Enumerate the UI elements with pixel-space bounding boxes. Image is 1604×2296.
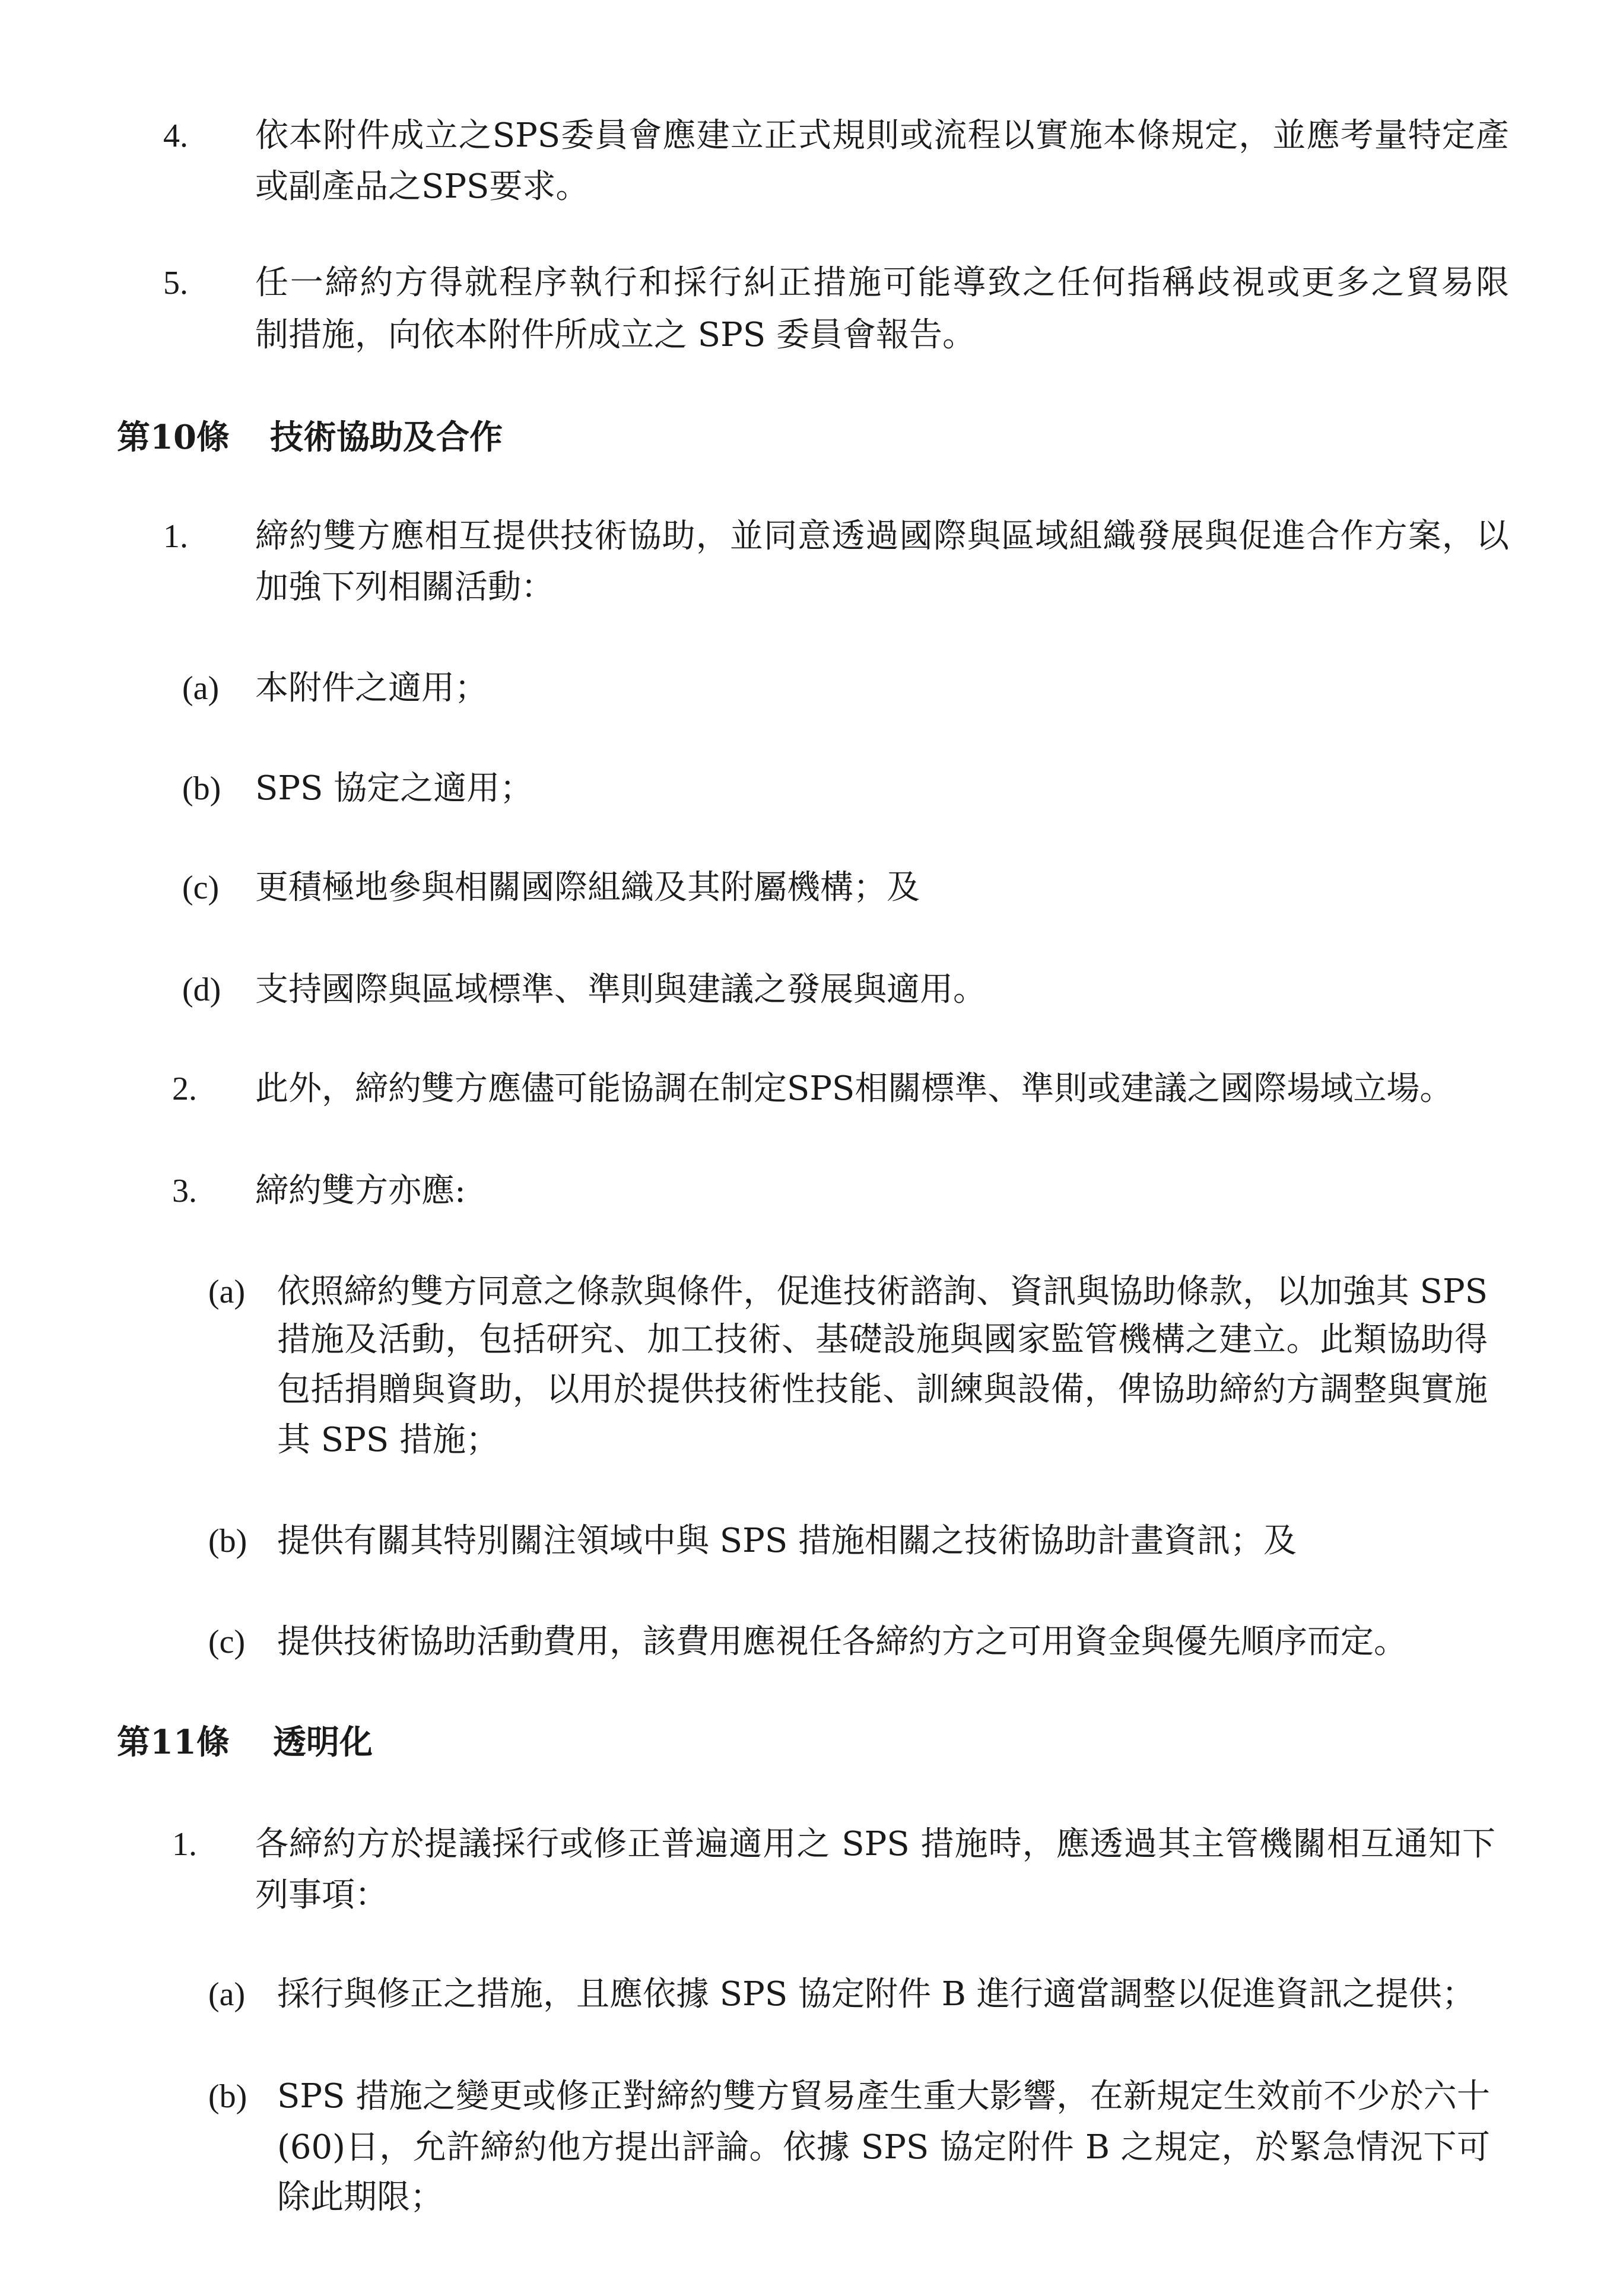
paragraph-line: 列事項： xyxy=(255,1876,388,1914)
sub-text: 支持國際與區域標準、準則與建議之發展與適用。 xyxy=(255,970,986,1009)
sub-label: (b) xyxy=(208,2078,247,2115)
paragraph-line: 依本附件成立之SPS委員會應建立正式規則或流程以實施本條規定，並應考量特定產 xyxy=(255,117,1509,155)
item-number: 2. xyxy=(172,1071,197,1107)
item-number: 3. xyxy=(172,1173,197,1209)
paragraph-line: 締約雙方亦應: xyxy=(255,1171,466,1210)
paragraph-line: 任一締約方得就程序執行和採行糾正措施可能導致之任何指稱歧視或更多之貿易限 xyxy=(255,264,1509,302)
sub-label: (c) xyxy=(208,1624,246,1660)
sub-text: 提供有關其特別關注領域中與 SPS 措施相關之技術協助計畫資訊；及 xyxy=(277,1522,1297,1560)
sub-text: 提供技術協助活動費用，該費用應視任各締約方之可用資金與優先順序而定。 xyxy=(277,1622,1407,1661)
sub-label: (c) xyxy=(182,869,220,906)
paragraph-line: 此外，締約雙方應儘可能協調在制定SPS相關標準、準則或建議之國際場域立場。 xyxy=(255,1069,1453,1108)
sub-text: 採行與修正之措施，且應依據 SPS 協定附件 B 進行適當調整以促進資訊之提供； xyxy=(277,1975,1475,2014)
item-number: 4. xyxy=(163,118,188,154)
item-number: 5. xyxy=(163,265,188,301)
sub-label: (b) xyxy=(182,770,221,807)
sub-label: (a) xyxy=(208,1274,246,1310)
sub-label: (a) xyxy=(182,670,220,707)
sub-label: (d) xyxy=(182,971,221,1008)
sub-text: SPS 協定之適用； xyxy=(255,769,533,808)
sub-text-line: 包括捐贈與資助，以用於提供技術性技能、訓練與設備，俾協助締約方調整與實施 xyxy=(277,1371,1488,1409)
sub-text-line: 除此期限； xyxy=(277,2178,443,2216)
article-number: 第11條 xyxy=(117,1723,230,1762)
sub-label: (b) xyxy=(208,1523,247,1560)
sub-text-line: 措施及活動，包括研究、加工技術、基礎設施與國家監管機構之建立。此類協助得 xyxy=(277,1321,1488,1359)
paragraph-line: 各締約方於提議採行或修正普遍適用之 SPS 措施時，應透過其主管機關相互通知下 xyxy=(255,1825,1495,1863)
article-title: 透明化 xyxy=(273,1723,373,1762)
article-title: 技術協助及合作 xyxy=(270,418,503,457)
item-number: 1. xyxy=(172,1826,197,1863)
paragraph-line: 制措施，向依本附件所成立之 SPS 委員會報告。 xyxy=(255,316,976,354)
paragraph-line: 締約雙方應相互提供技術協助，並同意透過國際與區域組織發展與促進合作方案，以 xyxy=(255,517,1509,555)
paragraph-line: 加強下列相關活動： xyxy=(255,568,554,606)
sub-text-line: 其 SPS 措施； xyxy=(277,1421,500,1459)
sub-text-line: 依照締約雙方同意之條款與條件，促進技術諮詢、資訊與協助條款，以加強其 SPS xyxy=(277,1273,1488,1311)
sub-text: 本附件之適用； xyxy=(255,669,488,707)
item-number: 1. xyxy=(163,518,188,555)
paragraph-line: 或副產品之SPS要求。 xyxy=(255,167,589,206)
sub-text-line: (60)日，允許締約他方提出評論。依據 SPS 協定附件 B 之規定，於緊急情況下可 xyxy=(277,2129,1490,2167)
sub-text: 更積極地參與相關國際組織及其附屬機構；及 xyxy=(255,868,920,907)
article-number: 第10條 xyxy=(117,418,230,457)
sub-text-line: SPS 措施之變更或修正對締約雙方貿易產生重大影響，在新規定生效前不少於六十 xyxy=(277,2078,1490,2116)
sub-label: (a) xyxy=(208,1976,246,2013)
